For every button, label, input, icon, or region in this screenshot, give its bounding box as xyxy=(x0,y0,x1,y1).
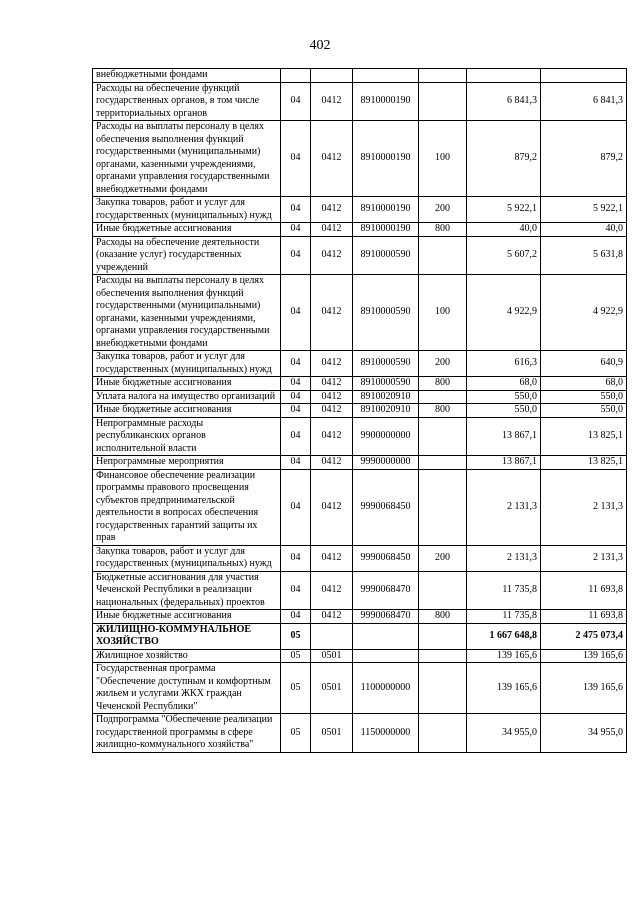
expense-type-code xyxy=(419,69,467,83)
target-article-code: 9900000000 xyxy=(353,417,419,456)
section-code: 04 xyxy=(281,469,311,545)
section-code: 04 xyxy=(281,456,311,470)
amount-year-1: 34 955,0 xyxy=(467,714,541,753)
section-code: 04 xyxy=(281,390,311,404)
amount-year-2: 13 825,1 xyxy=(541,417,627,456)
target-article-code: 9990068450 xyxy=(353,545,419,571)
target-article-code xyxy=(353,649,419,663)
row-name: Непрограммные мероприятия xyxy=(93,456,281,470)
expense-type-code: 800 xyxy=(419,404,467,418)
subsection-code: 0501 xyxy=(311,663,353,714)
row-name: Финансовое обеспечение реализации программы правового просвещения субъектов предпринимательской деятельности в вопросах обеспечения государственных гарантий защиты их прав xyxy=(93,469,281,545)
amount-year-1: 13 867,1 xyxy=(467,417,541,456)
expense-type-code: 100 xyxy=(419,121,467,197)
target-article-code: 9990068470 xyxy=(353,571,419,610)
amount-year-1: 11 735,8 xyxy=(467,571,541,610)
section-code: 04 xyxy=(281,351,311,377)
row-name: Государственная программа "Обеспечение доступным и комфортным жильем и услугами ЖКХ граждан Чеченской Республики" xyxy=(93,663,281,714)
expense-type-code xyxy=(419,456,467,470)
amount-year-2: 6 841,3 xyxy=(541,82,627,121)
target-article-code: 9990068470 xyxy=(353,610,419,624)
target-article-code: 8910000190 xyxy=(353,197,419,223)
subsection-code: 0412 xyxy=(311,236,353,275)
subsection-code xyxy=(311,69,353,83)
page-number: 402 xyxy=(309,38,331,53)
target-article-code: 1100000000 xyxy=(353,663,419,714)
table-row xyxy=(93,223,627,237)
row-name: Расходы на обеспечение функций государственных органов, в том числе территориальных органов xyxy=(93,82,281,121)
target-article-code: 8910000190 xyxy=(353,82,419,121)
amount-year-2: 879,2 xyxy=(541,121,627,197)
table-row xyxy=(93,456,627,470)
section-code: 05 xyxy=(281,714,311,753)
target-article-code: 9990068450 xyxy=(353,469,419,545)
row-name: Иные бюджетные ассигнования xyxy=(93,377,281,391)
subsection-code: 0412 xyxy=(311,404,353,418)
amount-year-2: 4 922,9 xyxy=(541,275,627,351)
section-code: 04 xyxy=(281,82,311,121)
subsection-code: 0412 xyxy=(311,456,353,470)
row-name: Иные бюджетные ассигнования xyxy=(93,404,281,418)
row-name: Расходы на обеспечение деятельности (оказание услуг) государственных учреждений xyxy=(93,236,281,275)
table-row xyxy=(93,82,627,121)
section-code: 04 xyxy=(281,223,311,237)
row-name: Расходы на выплаты персоналу в целях обеспечения выполнения функций государственными (муниципальными) органами, казенными учреждениями, органами управления государственными внебюджетными фондами xyxy=(93,275,281,351)
amount-year-2: 11 693,8 xyxy=(541,610,627,624)
target-article-code: 9990000000 xyxy=(353,456,419,470)
table-row xyxy=(93,714,627,753)
section-code xyxy=(281,69,311,83)
amount-year-1: 616,3 xyxy=(467,351,541,377)
table-row xyxy=(93,197,627,223)
amount-year-2: 40,0 xyxy=(541,223,627,237)
subsection-code: 0501 xyxy=(311,714,353,753)
subsection-code: 0501 xyxy=(311,649,353,663)
budget-table xyxy=(92,68,627,753)
target-article-code: 1150000000 xyxy=(353,714,419,753)
amount-year-1: 550,0 xyxy=(467,390,541,404)
expense-type-code xyxy=(419,663,467,714)
amount-year-2: 5 631,8 xyxy=(541,236,627,275)
expense-type-code: 800 xyxy=(419,610,467,624)
expense-type-code: 800 xyxy=(419,223,467,237)
amount-year-1: 11 735,8 xyxy=(467,610,541,624)
subsection-code: 0412 xyxy=(311,223,353,237)
target-article-code: 8910000590 xyxy=(353,377,419,391)
amount-year-1 xyxy=(467,69,541,83)
row-name: Уплата налога на имущество организаций xyxy=(93,390,281,404)
amount-year-1: 5 607,2 xyxy=(467,236,541,275)
section-code: 04 xyxy=(281,121,311,197)
section-code: 04 xyxy=(281,236,311,275)
expense-type-code xyxy=(419,82,467,121)
section-code: 04 xyxy=(281,197,311,223)
section-code: 04 xyxy=(281,377,311,391)
amount-year-2 xyxy=(541,69,627,83)
table-row xyxy=(93,69,627,83)
expense-type-code: 200 xyxy=(419,545,467,571)
target-article-code: 8910000190 xyxy=(353,223,419,237)
section-code: 04 xyxy=(281,417,311,456)
amount-year-2: 5 922,1 xyxy=(541,197,627,223)
subsection-code: 0412 xyxy=(311,390,353,404)
expense-type-code xyxy=(419,649,467,663)
subsection-code xyxy=(311,623,353,649)
amount-year-1: 139 165,6 xyxy=(467,663,541,714)
subsection-code: 0412 xyxy=(311,571,353,610)
expense-type-code: 100 xyxy=(419,275,467,351)
row-name: Закупка товаров, работ и услуг для государственных (муниципальных) нужд xyxy=(93,197,281,223)
target-article-code xyxy=(353,69,419,83)
table-row xyxy=(93,404,627,418)
amount-year-2: 68,0 xyxy=(541,377,627,391)
expense-type-code xyxy=(419,390,467,404)
target-article-code: 8910000190 xyxy=(353,121,419,197)
amount-year-1: 2 131,3 xyxy=(467,469,541,545)
table-row xyxy=(93,610,627,624)
table-row xyxy=(93,377,627,391)
amount-year-1: 2 131,3 xyxy=(467,545,541,571)
subsection-code: 0412 xyxy=(311,197,353,223)
table-row xyxy=(93,623,627,649)
subsection-code: 0412 xyxy=(311,121,353,197)
amount-year-2: 13 825,1 xyxy=(541,456,627,470)
table-row xyxy=(93,236,627,275)
expense-type-code xyxy=(419,623,467,649)
subsection-code: 0412 xyxy=(311,351,353,377)
expense-type-code xyxy=(419,417,467,456)
row-name: Иные бюджетные ассигнования xyxy=(93,610,281,624)
subsection-code: 0412 xyxy=(311,469,353,545)
amount-year-1: 5 922,1 xyxy=(467,197,541,223)
row-name: внебюджетными фондами xyxy=(93,69,281,83)
amount-year-2: 550,0 xyxy=(541,404,627,418)
section-code: 04 xyxy=(281,404,311,418)
amount-year-1: 550,0 xyxy=(467,404,541,418)
row-name: Бюджетные ассигнования для участия Чеченской Республики в реализации национальных (федеральных) проектов xyxy=(93,571,281,610)
expense-type-code: 800 xyxy=(419,377,467,391)
table-row xyxy=(93,351,627,377)
table-row xyxy=(93,545,627,571)
target-article-code: 8910020910 xyxy=(353,404,419,418)
row-name: Закупка товаров, работ и услуг для государственных (муниципальных) нужд xyxy=(93,545,281,571)
section-code: 05 xyxy=(281,649,311,663)
amount-year-2: 139 165,6 xyxy=(541,663,627,714)
table-row xyxy=(93,663,627,714)
target-article-code: 8910000590 xyxy=(353,275,419,351)
row-name: ЖИЛИЩНО-КОММУНАЛЬНОЕ ХОЗЯЙСТВО xyxy=(93,623,281,649)
amount-year-1: 879,2 xyxy=(467,121,541,197)
amount-year-2: 2 475 073,4 xyxy=(541,623,627,649)
row-name: Закупка товаров, работ и услуг для государственных (муниципальных) нужд xyxy=(93,351,281,377)
amount-year-1: 40,0 xyxy=(467,223,541,237)
section-code: 04 xyxy=(281,275,311,351)
table-row xyxy=(93,275,627,351)
amount-year-2: 640,9 xyxy=(541,351,627,377)
subsection-code: 0412 xyxy=(311,417,353,456)
subsection-code: 0412 xyxy=(311,610,353,624)
amount-year-1: 139 165,6 xyxy=(467,649,541,663)
table-row xyxy=(93,469,627,545)
section-code: 04 xyxy=(281,571,311,610)
subsection-code: 0412 xyxy=(311,275,353,351)
amount-year-1: 1 667 648,8 xyxy=(467,623,541,649)
section-code: 04 xyxy=(281,545,311,571)
table-row xyxy=(93,417,627,456)
target-article-code xyxy=(353,623,419,649)
expense-type-code xyxy=(419,469,467,545)
amount-year-1: 4 922,9 xyxy=(467,275,541,351)
table-row xyxy=(93,571,627,610)
amount-year-1: 68,0 xyxy=(467,377,541,391)
expense-type-code: 200 xyxy=(419,351,467,377)
expense-type-code xyxy=(419,571,467,610)
amount-year-2: 11 693,8 xyxy=(541,571,627,610)
target-article-code: 8910020910 xyxy=(353,390,419,404)
amount-year-1: 6 841,3 xyxy=(467,82,541,121)
section-code: 05 xyxy=(281,623,311,649)
subsection-code: 0412 xyxy=(311,545,353,571)
amount-year-2: 2 131,3 xyxy=(541,469,627,545)
expense-type-code xyxy=(419,714,467,753)
subsection-code: 0412 xyxy=(311,377,353,391)
row-name: Подпрограмма "Обеспечение реализации государственной программы в сфере жилищно-коммунального хозяйства" xyxy=(93,714,281,753)
amount-year-2: 139 165,6 xyxy=(541,649,627,663)
subsection-code: 0412 xyxy=(311,82,353,121)
row-name: Расходы на выплаты персоналу в целях обеспечения выполнения функций государственными (муниципальными) органами, казенными учреждениями, органами управления государственными внебюджетными фондами xyxy=(93,121,281,197)
section-code: 05 xyxy=(281,663,311,714)
row-name: Иные бюджетные ассигнования xyxy=(93,223,281,237)
expense-type-code: 200 xyxy=(419,197,467,223)
amount-year-1: 13 867,1 xyxy=(467,456,541,470)
row-name: Жилищное хозяйство xyxy=(93,649,281,663)
section-code: 04 xyxy=(281,610,311,624)
amount-year-2: 2 131,3 xyxy=(541,545,627,571)
table-row xyxy=(93,390,627,404)
amount-year-2: 550,0 xyxy=(541,390,627,404)
target-article-code: 8910000590 xyxy=(353,236,419,275)
expense-type-code xyxy=(419,236,467,275)
row-name: Непрограммные расходы республиканских органов исполнительной власти xyxy=(93,417,281,456)
table-row xyxy=(93,649,627,663)
table-row xyxy=(93,121,627,197)
target-article-code: 8910000590 xyxy=(353,351,419,377)
amount-year-2: 34 955,0 xyxy=(541,714,627,753)
